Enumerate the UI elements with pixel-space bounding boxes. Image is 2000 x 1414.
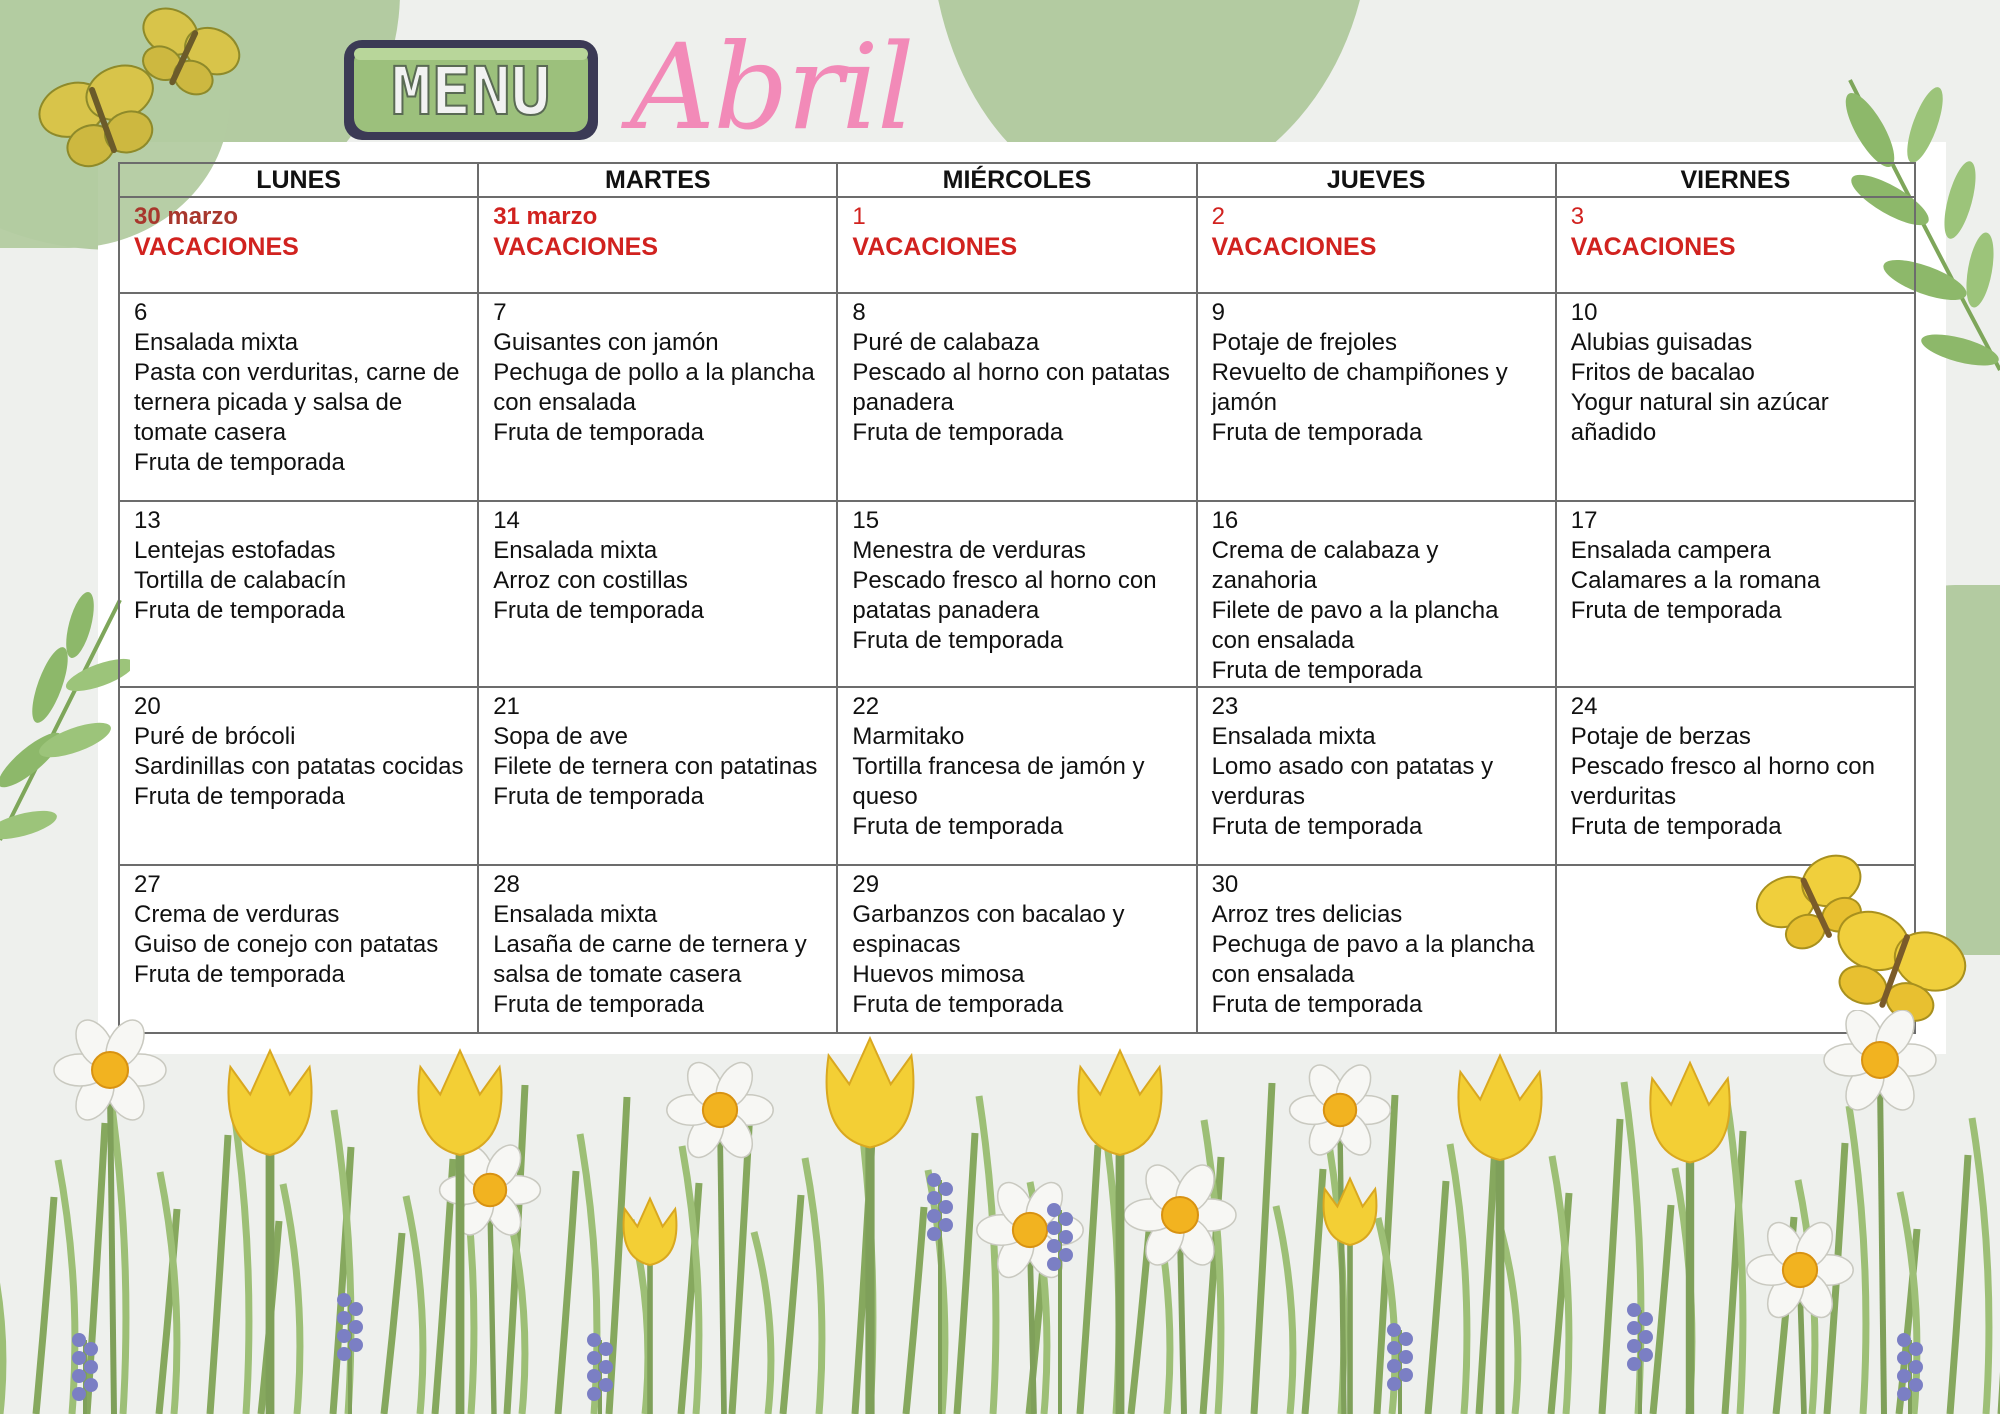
muscari-bud <box>587 1333 601 1347</box>
grass-blade <box>979 1096 996 1414</box>
grass-blade <box>754 1232 771 1414</box>
muscari-bud <box>599 1360 613 1374</box>
day-number: 24 <box>1570 693 1598 720</box>
grass-blade <box>384 1233 402 1414</box>
muscari-bud <box>1909 1342 1923 1356</box>
grass-blade <box>283 1184 300 1414</box>
muscari-bud <box>84 1360 98 1374</box>
grass-blade <box>1428 1181 1446 1414</box>
dish-item: Fruta de temporada <box>134 783 345 810</box>
butterfly-icon <box>120 0 250 110</box>
muscari-bud <box>1639 1312 1653 1326</box>
daffodil-stem <box>720 1129 724 1414</box>
holiday-date: 3 <box>1570 203 1585 230</box>
dish-item: Fruta de temporada <box>493 419 704 446</box>
tulip-icon <box>1078 1051 1161 1156</box>
dish-item: Fruta de temporada <box>1211 419 1423 446</box>
muscari-bud <box>1399 1350 1413 1364</box>
tulip-icon <box>624 1199 677 1266</box>
muscari-bud <box>1059 1248 1073 1262</box>
muscari-bud <box>599 1342 613 1356</box>
week-row <box>119 293 1915 501</box>
dish-item: Guisantes con jamón <box>493 329 719 356</box>
muscari-bud <box>927 1191 941 1205</box>
holiday-cell <box>119 197 478 293</box>
daffodil-icon <box>703 1093 737 1127</box>
grass-blade <box>232 1098 249 1414</box>
dish-item: Ensalada mixta <box>493 537 658 564</box>
day-number: 10 <box>1570 299 1598 326</box>
flower-border <box>0 1010 2000 1414</box>
daffodil-icon <box>1783 1253 1817 1287</box>
muscari-bud <box>1047 1221 1061 1235</box>
day-cell <box>837 865 1196 1033</box>
day-cell <box>119 865 478 1033</box>
holiday-date: 30 marzo <box>134 203 239 230</box>
muscari-bud <box>1387 1377 1401 1391</box>
daffodil-icon <box>1162 1197 1198 1233</box>
daffodil-icon <box>474 1174 506 1206</box>
dish-item: Guiso de conejo con patatas <box>134 931 439 958</box>
day-cell <box>1197 501 1556 687</box>
dish-item: Lomo asado con patatas y verduras <box>1211 753 1494 810</box>
dish-item: Ensalada mixta <box>1211 723 1376 750</box>
dish-item: Pescado al horno con patatas panadera <box>852 359 1170 416</box>
muscari-bud <box>337 1293 351 1307</box>
tulip-icon <box>1458 1056 1541 1161</box>
day-cell <box>837 293 1196 501</box>
dish-item: Tortilla francesa de jamón y queso <box>852 753 1145 810</box>
grass-blade <box>1450 1144 1467 1414</box>
muscari-bud <box>1909 1360 1923 1374</box>
day-number: 28 <box>493 871 520 898</box>
grass-blade <box>1849 1106 1866 1414</box>
daffodil-stem <box>1180 1235 1184 1414</box>
dish-item: Fruta de temporada <box>493 597 704 624</box>
day-header: MIÉRCOLES <box>837 163 1196 197</box>
muscari-bud <box>1909 1378 1923 1392</box>
daffodil-stem <box>1030 1249 1034 1414</box>
dish-item: Puré de brócoli <box>134 723 296 750</box>
grass-blade <box>1080 1145 1098 1414</box>
day-number: 14 <box>493 507 520 534</box>
dish-item: Potaje de berzas <box>1570 723 1751 750</box>
holiday-label: VACACIONES <box>1570 233 1736 261</box>
muscari-bud <box>337 1347 351 1361</box>
dish-item: Pasta con verduritas, carne de ternera picada y salsa de tomate casera <box>134 359 460 446</box>
muscari-bud <box>72 1351 86 1365</box>
muscari-bud <box>1399 1332 1413 1346</box>
day-number: 8 <box>852 299 866 326</box>
day-cell <box>119 687 478 865</box>
holiday-date: 1 <box>852 203 866 230</box>
muscari-bud <box>1387 1323 1401 1337</box>
muscari-bud <box>1059 1212 1073 1226</box>
dish-item: Calamares a la romana <box>1570 567 1821 594</box>
day-number: 9 <box>1211 299 1225 326</box>
day-number: 23 <box>1211 693 1239 720</box>
muscari-bud <box>1047 1239 1061 1253</box>
leaf-branch-icon <box>0 590 130 850</box>
holiday-label: VACACIONES <box>493 233 659 261</box>
dish-item: Fruta de temporada <box>1211 657 1423 684</box>
tulip-icon <box>418 1051 501 1156</box>
grass-blade <box>1131 1231 1149 1414</box>
muscari-bud <box>1897 1333 1911 1347</box>
muscari-bud <box>1047 1203 1061 1217</box>
dish-item: Tortilla de calabacín <box>134 567 347 594</box>
dish-item: Revuelto de champiñones y jamón <box>1211 359 1508 416</box>
day-cell <box>1197 865 1556 1033</box>
grass-blade <box>805 1158 822 1414</box>
dish-item: Sopa de ave <box>493 723 628 750</box>
dish-item: Fruta de temporada <box>134 449 345 476</box>
muscari-bud <box>1897 1387 1911 1401</box>
muscari-bud <box>1047 1257 1061 1271</box>
dish-item: Fruta de temporada <box>1570 813 1782 840</box>
dish-item: Lasaña de carne de ternera y salsa de tomate casera <box>493 931 807 988</box>
daffodil-icon <box>1324 1094 1356 1126</box>
muscari-bud <box>1627 1303 1641 1317</box>
day-cell <box>119 293 478 501</box>
day-cell <box>1197 293 1556 501</box>
day-cell <box>478 501 837 687</box>
muscari-bud <box>1897 1369 1911 1383</box>
muscari-bud <box>349 1320 363 1334</box>
muscari-bud <box>1399 1368 1413 1382</box>
menu-table <box>118 162 1916 1034</box>
month-title: Abril <box>630 18 913 156</box>
muscari-bud <box>349 1338 363 1352</box>
muscari-bud <box>72 1387 86 1401</box>
muscari-bud <box>587 1387 601 1401</box>
dish-item: Fruta de temporada <box>852 813 1064 840</box>
muscari-bud <box>939 1182 953 1196</box>
dish-item: Puré de calabaza <box>852 329 1040 356</box>
week-row <box>119 501 1915 687</box>
dish-item: Yogur natural sin azúcar añadido <box>1570 389 1829 446</box>
muscari-bud <box>1387 1359 1401 1373</box>
day-number: 20 <box>134 693 161 720</box>
muscari-bud <box>349 1302 363 1316</box>
muscari-bud <box>72 1333 86 1347</box>
grass-blade <box>210 1135 228 1414</box>
day-cell <box>837 687 1196 865</box>
week-row <box>119 865 1915 1033</box>
dish-item: Pescado fresco al horno con patatas panadera <box>852 567 1157 624</box>
muscari-bud <box>1639 1348 1653 1362</box>
grass-blade <box>1254 1083 1272 1414</box>
dish-item: Pechuga de pavo a la plancha con ensalada <box>1211 931 1535 988</box>
holiday-label: VACACIONES <box>134 233 299 261</box>
tulip-icon <box>1324 1179 1377 1246</box>
grass-blade <box>783 1195 801 1414</box>
holiday-row <box>119 197 1915 293</box>
holiday-date: 2 <box>1211 203 1225 230</box>
grass-blade <box>957 1133 975 1414</box>
dish-item: Garbanzos con bacalao y espinacas <box>852 901 1125 958</box>
muscari-bud <box>1059 1230 1073 1244</box>
day-number: 16 <box>1211 507 1239 534</box>
muscari-bud <box>587 1369 601 1383</box>
dish-item: Marmitako <box>852 723 965 750</box>
day-cell <box>1197 687 1556 865</box>
day-number: 17 <box>1570 507 1598 534</box>
tulip-icon <box>1650 1063 1729 1163</box>
day-number: 22 <box>852 693 880 720</box>
muscari-bud <box>337 1329 351 1343</box>
dish-item: Fritos de bacalao <box>1570 359 1755 386</box>
tulip-icon <box>827 1038 914 1147</box>
dish-item: Potaje de frejoles <box>1211 329 1398 356</box>
day-header: MARTES <box>478 163 837 197</box>
day-cell <box>837 501 1196 687</box>
day-number: 21 <box>493 693 520 720</box>
day-cell <box>478 687 837 865</box>
day-number: 29 <box>852 871 880 898</box>
muscari-bud <box>927 1209 941 1223</box>
dish-item: Fruta de temporada <box>1211 813 1423 840</box>
day-cell <box>1556 293 1915 501</box>
grass-blade <box>0 1234 3 1414</box>
grass-blade <box>36 1197 54 1414</box>
dish-item: Menestra de verduras <box>852 537 1086 564</box>
dish-item: Fruta de temporada <box>1211 991 1423 1018</box>
muscari-bud <box>1639 1330 1653 1344</box>
daffodil-icon <box>1013 1213 1047 1247</box>
dish-item: Lentejas estofadas <box>134 537 336 564</box>
grass-blade <box>406 1196 423 1414</box>
dish-item: Fruta de temporada <box>852 419 1064 446</box>
day-cell <box>1556 687 1915 865</box>
grass-blade <box>1950 1155 1968 1414</box>
dish-item: Alubias guisadas <box>1570 329 1753 356</box>
muscari-bud <box>927 1173 941 1187</box>
holiday-label: VACACIONES <box>852 233 1018 261</box>
grass-blade <box>1653 1205 1671 1414</box>
muscari-bud <box>1627 1357 1641 1371</box>
dish-item: Huevos mimosa <box>852 961 1025 988</box>
dish-item: Fruta de temporada <box>852 627 1064 654</box>
day-number: 6 <box>134 299 148 326</box>
dish-item: Filete de ternera con patatinas <box>493 753 818 780</box>
daffodil-stem <box>110 1090 114 1414</box>
dish-item: Fruta de temporada <box>493 991 704 1018</box>
holiday-cell <box>1556 197 1915 293</box>
grass-blade <box>1305 1169 1323 1414</box>
muscari-bud <box>72 1369 86 1383</box>
week-row <box>119 687 1915 865</box>
muscari-bud <box>1897 1351 1911 1365</box>
daffodil-stem <box>490 1208 494 1414</box>
dish-item: Fruta de temporada <box>852 991 1064 1018</box>
day-number: 27 <box>134 871 161 898</box>
dish-item: Ensalada campera <box>1570 537 1771 564</box>
day-cell <box>478 293 837 501</box>
day-number: 15 <box>852 507 880 534</box>
muscari-bud <box>927 1227 941 1241</box>
muscari-bud <box>337 1311 351 1325</box>
grass-blade <box>558 1171 576 1414</box>
dish-item: Fruta de temporada <box>1570 597 1782 624</box>
muscari-bud <box>1387 1341 1401 1355</box>
dish-item: Pechuga de pollo a la plancha con ensalada <box>493 359 815 416</box>
tulip-icon <box>228 1051 311 1156</box>
dish-item: Arroz tres delicias <box>1211 901 1403 928</box>
holiday-cell <box>1197 197 1556 293</box>
muscari-bud <box>599 1378 613 1392</box>
day-cell <box>1556 501 1915 687</box>
grass-blade <box>906 1207 924 1414</box>
day-header: JUEVES <box>1197 163 1556 197</box>
day-number: 30 <box>1211 871 1239 898</box>
daffodil-icon <box>92 1052 128 1088</box>
holiday-cell <box>478 197 837 293</box>
muscari-bud <box>939 1200 953 1214</box>
day-number: 7 <box>493 299 507 326</box>
dish-item: Crema de verduras <box>134 901 340 928</box>
muscari-bud <box>587 1351 601 1365</box>
dish-item: Sardinillas con patatas cocidas <box>134 753 464 780</box>
daffodil-stem <box>1800 1289 1804 1414</box>
muscari-bud <box>939 1218 953 1232</box>
menu-badge <box>340 30 602 150</box>
day-number: 13 <box>134 507 161 534</box>
holiday-date: 31 marzo <box>493 203 598 230</box>
day-cell <box>119 501 478 687</box>
dish-item: Crema de calabaza y zanahoria <box>1211 537 1439 594</box>
muscari-bud <box>84 1342 98 1356</box>
daffodil-stem <box>1880 1080 1884 1414</box>
grass-blade <box>1276 1206 1293 1414</box>
dish-item: Fruta de temporada <box>134 961 345 988</box>
dish-item: Arroz con costillas <box>493 567 688 594</box>
daffodil-icon <box>1862 1042 1898 1078</box>
dish-item: Fruta de temporada <box>134 597 345 624</box>
muscari-bud <box>84 1378 98 1392</box>
dish-item: Ensalada mixta <box>134 329 299 356</box>
grass-blade <box>1972 1118 1989 1414</box>
holiday-label: VACACIONES <box>1211 233 1377 261</box>
holiday-cell <box>837 197 1196 293</box>
dish-item: Ensalada mixta <box>493 901 658 928</box>
day-header: LUNES <box>119 163 478 197</box>
menu-label: MENU <box>391 53 551 130</box>
muscari-bud <box>1627 1321 1641 1335</box>
day-cell <box>478 865 837 1033</box>
dish-item: Fruta de temporada <box>493 783 704 810</box>
header-row <box>119 163 1915 197</box>
muscari-bud <box>1627 1339 1641 1353</box>
dish-item: Pescado fresco al horno con verduritas <box>1570 753 1875 810</box>
dish-item: Filete de pavo a la plancha con ensalada <box>1211 597 1499 654</box>
grass-blade <box>1602 1119 1620 1414</box>
day-header: VIERNES <box>1556 163 1915 197</box>
